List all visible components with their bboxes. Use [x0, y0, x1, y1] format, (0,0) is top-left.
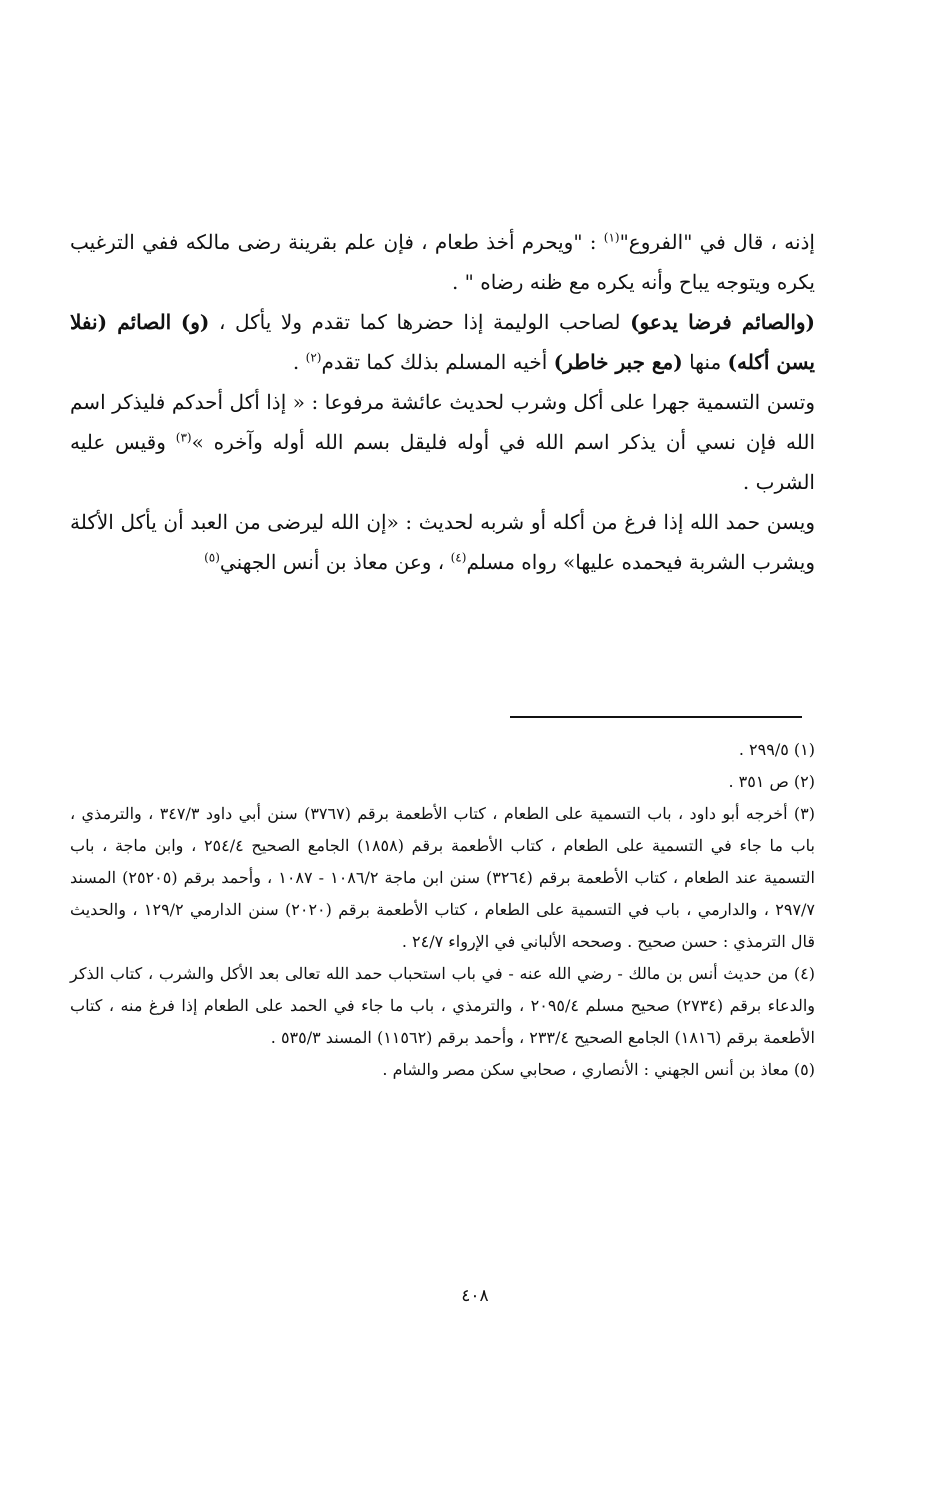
text-run: لصاحب الوليمة إذا حضرها كما تقدم ولا يأكل ، [209, 310, 631, 334]
footnote-text: أخرجه أبو داود ، باب التسمية على الطعام ، كتاب الأطعمة برقم (٣٧٦٧) سنن أبي داود ٣٤٧/٣ ، والترمذي ، باب ما جاء في التسمية على الطعام ، كتاب الأطعمة برقم (١٨٥٨) الجامع الصحيح ٢٥٤/٤ ، وابن ماجة ، باب التسمية عند الطعام ، كتاب الأطعمة برقم (٣٢٦٤) سنن ابن ماجة ١٠٨٦/٢ - ١٠٨٧ ، وأحمد برقم (٢٥٢٠٥) المسند ٢٩٧/٧ ، والدارمي ، باب في التسمية على الطعام ، كتاب الأطعمة برقم (٢٠٢٠) سنن الدارمي ١٢٩/٢ ، والحديث قال الترمذي : حسن صحيح . وصححه الألباني في الإرواء ٢٤/٧ . [70, 804, 816, 951]
text-run [171, 310, 181, 334]
bold-term: (و) [180, 310, 210, 334]
footnote-text: من حديث أنس بن مالك - رضي الله عنه - في باب استحباب حمد الله تعالى بعد الأكل والشرب ، كتاب الذكر والدعاء برقم (٢٧٣٤) صحيح مسلم ٢٠٩٥/٤ ، والترمذي ، باب ما جاء في الحمد على الطعام إذا فرغ منه ، كتاب الأطعمة برقم (١٨١٦) الجامع الصحيح ٢٣٣/٤ ، وأحمد برقم (١١٥٦٢) المسند ٥٣٥/٣ . [70, 964, 816, 1047]
page-number: ٤٠٨ [461, 1286, 489, 1306]
bold-term: (مع جبر خاطر) [553, 350, 683, 374]
footnote-number: (٤) [793, 964, 815, 983]
footnote-4 [70, 958, 815, 1054]
footnote-text: ص ٣٥١ . [728, 772, 794, 791]
footnote-number: (٢) [793, 772, 815, 791]
footnote-number: (١) [793, 740, 815, 759]
main-text [70, 222, 815, 582]
footnote-1 [70, 734, 815, 766]
footnote-ref-4: (٤) [450, 550, 467, 565]
footnote-text: ٢٩٩/٥ . [738, 740, 794, 759]
footnote-number: (٣) [793, 804, 816, 823]
footnote-2 [70, 766, 815, 798]
paragraph-1 [70, 222, 815, 302]
text-run: وتسن التسمية جهرا على أكل وشرب لحديث عائشة مرفوعا : « إذا أكل أحدكم فليذكر اسم الله فإن نسي أن يذكر اسم الله في أوله فليقل بسم الله أوله وآخره » [70, 390, 816, 454]
footnote-ref-2: (٢) [305, 350, 322, 365]
footnote-3 [70, 798, 815, 958]
footnote-separator [510, 716, 802, 718]
text-run: إذنه ، قال في "الفروع" [619, 230, 815, 254]
text-run: وقيس عليه الشرب . [70, 430, 815, 494]
paragraph-4 [70, 502, 815, 582]
footnote-number: (٥) [793, 1060, 815, 1079]
footnote-ref-3: (٣) [175, 430, 192, 445]
bold-term: الصائم (نفلا يسن أكله) [70, 310, 815, 374]
footnote-ref-1: (١) [603, 230, 620, 245]
paragraph-3 [70, 382, 815, 502]
text-run: . [292, 350, 306, 374]
bold-term: (والصائم فرضا يدعو) [630, 310, 816, 334]
footnotes [70, 734, 815, 1086]
text-run: منها [682, 350, 728, 374]
footnote-ref-5: (٥) [204, 550, 220, 565]
paragraph-2 [70, 302, 815, 382]
footnote-5 [70, 1054, 815, 1086]
text-run: أخيه المسلم بذلك كما تقدم [321, 350, 554, 374]
text-run: : "ويحرم أخذ طعام ، فإن علم بقرينة رضى مالكه ففي الترغيب يكره ويتوجه يباح وأنه يكره مع ظنه رضاه " . [70, 230, 815, 294]
footnote-text: معاذ بن أنس الجهني : الأنصاري ، صحابي سكن مصر والشام . [382, 1060, 794, 1079]
text-run: ويسن حمد الله إذا فرغ من أكله أو شربه لحديث : «إن الله ليرضى من العبد أن يأكل الأكلة ويشرب الشربة فيحمده عليها» رواه مسلم [70, 510, 815, 574]
text-run: ، وعن معاذ بن أنس الجهني [219, 550, 451, 574]
